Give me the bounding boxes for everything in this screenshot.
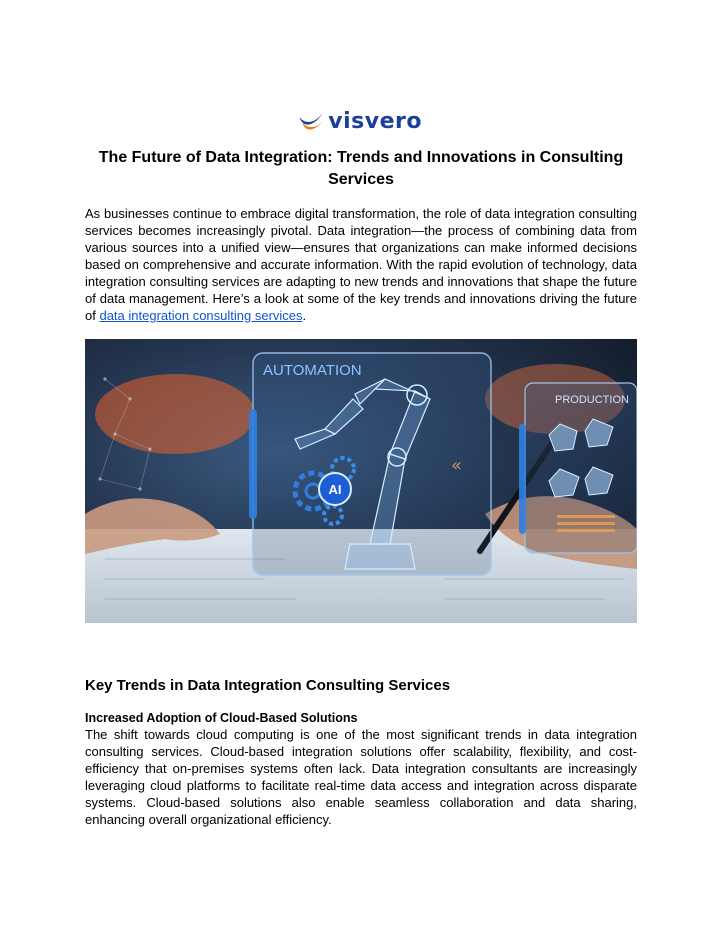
section-heading: Key Trends in Data Integration Consulting Services — [85, 677, 451, 694]
intro-paragraph — [85, 205, 637, 324]
intro-text: As businesses continue to embrace digital transformation, the role of data integration consulting services becomes increasingly pivotal. Data integration—the process of combining data from various sources into a unified view—ensures that organizations can make informed decisions based on comprehensive and accurate information. With the rapid evolution of technology, data integration consulting services are adapting to new trends and innovations that shape the future of data management. Here’s a look at some of the key trends and innovations driving the future of — [85, 206, 637, 323]
visvero-logo — [298, 101, 422, 139]
svg-text:«: « — [451, 455, 463, 476]
hero-image — [85, 339, 637, 623]
data-integration-services-link[interactable]: data integration consulting services — [99, 308, 303, 323]
production-label: PRODUCTION — [555, 394, 629, 406]
section-subheading: Increased Adoption of Cloud-Based Solutions — [85, 711, 358, 725]
swoosh-logo-icon — [298, 104, 324, 136]
automation-label: AUTOMATION — [263, 362, 362, 379]
page-title: The Future of Data Integration: Trends and Innovations in Consulting Services — [98, 149, 624, 188]
ai-label: AI — [328, 482, 342, 497]
section-body: The shift towards cloud computing is one of the most significant trends in data integration consulting services. Cloud-based integration solutions offer scalability, flexibility, and cost-efficiency that on-premises systems often lack. Data integration consultants are increasingly leveraging cloud platforms to facilitate real-time data access and integration across disparate systems. Cloud-based solutions also enable seamless collaboration and data sharing, enhancing overall organizational efficiency. — [85, 727, 637, 827]
logo-wordmark: visvero — [328, 108, 422, 134]
intro-end: . — [302, 308, 307, 323]
